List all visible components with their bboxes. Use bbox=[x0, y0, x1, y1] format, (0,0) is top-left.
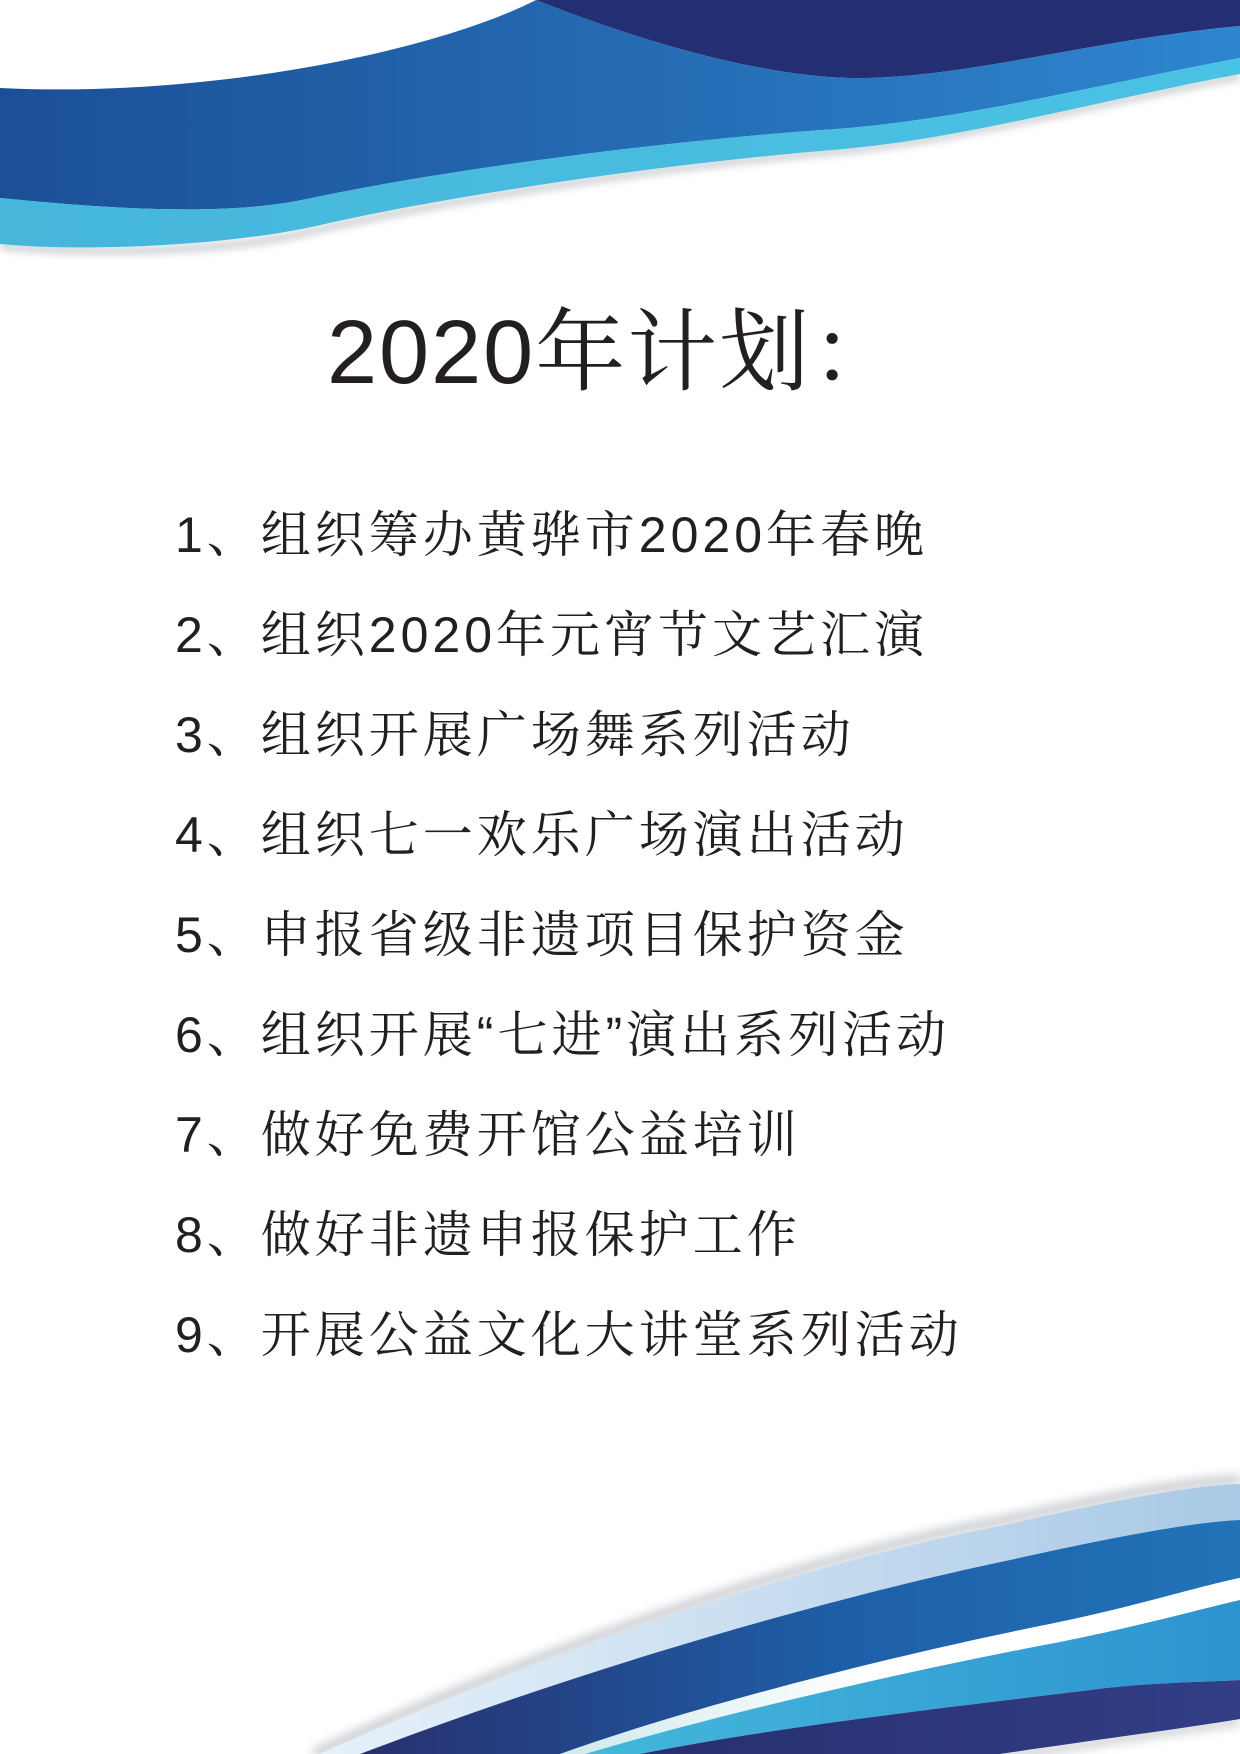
plan-item-9: 9、开展公益文化大讲堂系列活动 bbox=[175, 1307, 963, 1363]
plan-item-3: 3、组织开展广场舞系列活动 bbox=[175, 707, 855, 763]
plan-item-8: 8、做好非遗申报保护工作 bbox=[175, 1207, 801, 1263]
plan-item-4: 4、组织七一欢乐广场演出活动 bbox=[175, 807, 909, 863]
plan-item-6: 6、组织开展“七进”演出系列活动 bbox=[175, 1007, 951, 1063]
plan-item-7: 7、做好免费开馆公益培训 bbox=[175, 1107, 801, 1163]
plan-item-1: 1、组织筹办黄骅市2020年春晚 bbox=[175, 507, 929, 563]
bottom-wave-decoration bbox=[0, 1234, 1240, 1754]
plan-item-2: 2、组织2020年元宵节文艺汇演 bbox=[175, 607, 929, 663]
page-title: 2020年计划： bbox=[327, 303, 904, 403]
top-wave-decoration bbox=[0, 0, 1240, 260]
plan-item-5: 5、申报省级非遗项目保护资金 bbox=[175, 907, 909, 963]
